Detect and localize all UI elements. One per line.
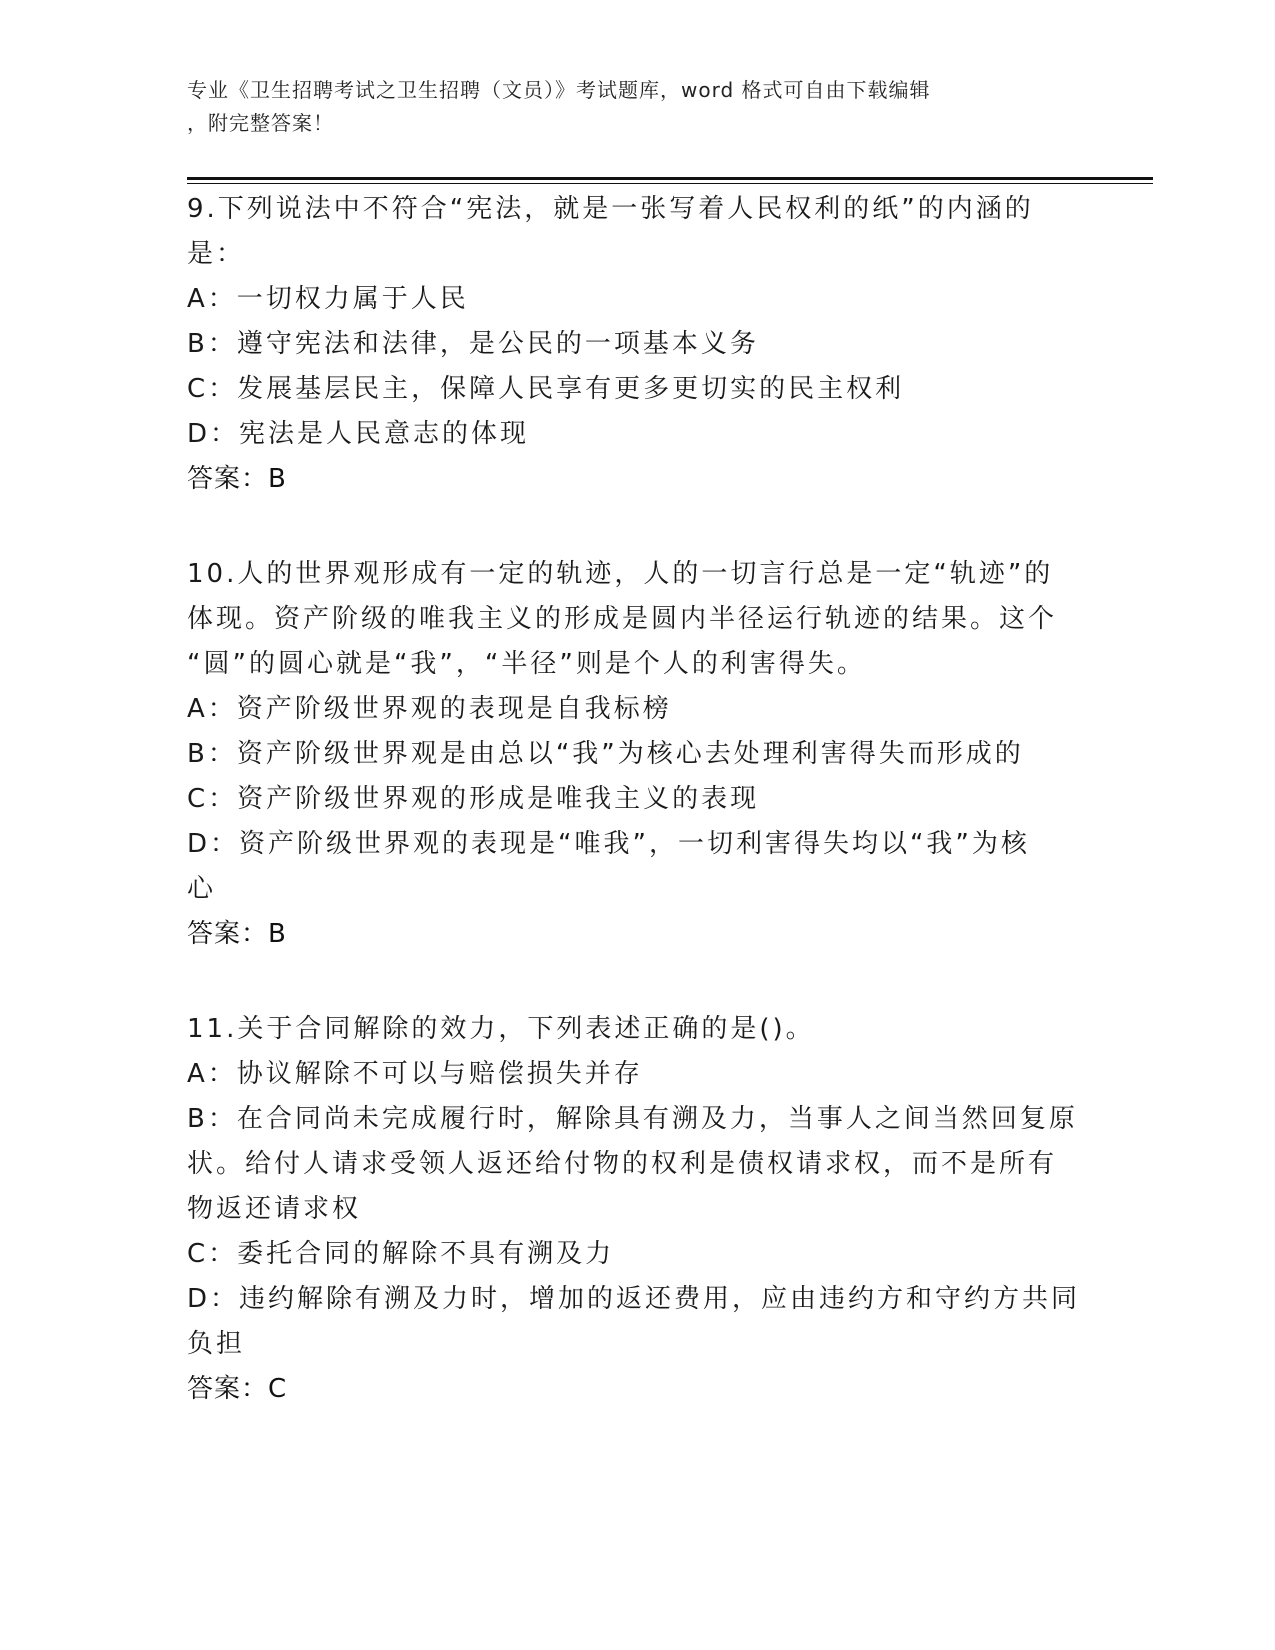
option-b-continuation: 状。给付人请求受领人返还给付物的权利是债权请求权，而不是所有: [187, 1149, 1058, 1179]
option-a: A：资产阶级世界观的表现是自我标榜: [187, 694, 672, 724]
header-divider-thick: [187, 177, 1153, 180]
option-d-continuation: 心: [187, 874, 217, 904]
option-c: C：发展基层民主，保障人民享有更多更切实的民主权利: [187, 374, 905, 404]
question-stem-line: 9.下列说法中不符合“宪法，就是一张写着人民权利的纸”的内涵的: [187, 194, 1034, 224]
answer-line: 答案：B: [187, 919, 287, 949]
answer-line: 答案：B: [187, 464, 287, 494]
document-header: [187, 74, 1067, 140]
option-d: D：资产阶级世界观的表现是“唯我”，一切利害得失均以“我”为核: [187, 829, 1030, 859]
option-b: B：资产阶级世界观是由总以“我”为核心去处理利害得失而形成的: [187, 739, 1024, 769]
option-a: A：一切权力属于人民: [187, 284, 469, 314]
header-line-2: ，附完整答案！: [187, 111, 334, 135]
option-a: A：协议解除不可以与赔偿损失并存: [187, 1059, 643, 1089]
question-stem-line: 体现。资产阶级的唯我主义的形成是圆内半径运行轨迹的结果。这个: [187, 604, 1058, 634]
question-stem-line: 10.人的世界观形成有一定的轨迹，人的一切言行总是一定“轨迹”的: [187, 559, 1054, 589]
option-c: C：委托合同的解除不具有溯及力: [187, 1239, 615, 1269]
question-stem-line: “圆”的圆心就是“我”，“半径”则是个人的利害得失。: [187, 649, 866, 679]
question-10: [187, 552, 1087, 957]
option-c: C：资产阶级世界观的形成是唯我主义的表现: [187, 784, 760, 814]
header-divider-thin: [187, 183, 1153, 184]
option-b: B：遵守宪法和法律，是公民的一项基本义务: [187, 329, 759, 359]
header-line-1: 专业《卫生招聘考试之卫生招聘（文员）》考试题库，word 格式可自由下载编辑: [187, 78, 931, 102]
question-stem-line: 11.关于合同解除的效力，下列表述正确的是()。: [187, 1014, 815, 1044]
option-b: B：在合同尚未完成履行时，解除具有溯及力，当事人之间当然回复原: [187, 1104, 1078, 1134]
option-d: D：宪法是人民意志的体现: [187, 419, 530, 449]
option-b-continuation: 物返还请求权: [187, 1194, 362, 1224]
question-stem-line: 是：: [187, 239, 246, 269]
option-d: D：违约解除有溯及力时，增加的返还费用，应由违约方和守约方共同: [187, 1284, 1081, 1314]
answer-line: 答案：C: [187, 1374, 288, 1404]
option-d-continuation: 负担: [187, 1329, 246, 1359]
question-11: [187, 1007, 1087, 1412]
question-9: [187, 187, 1087, 502]
question-list: [187, 187, 1087, 1462]
